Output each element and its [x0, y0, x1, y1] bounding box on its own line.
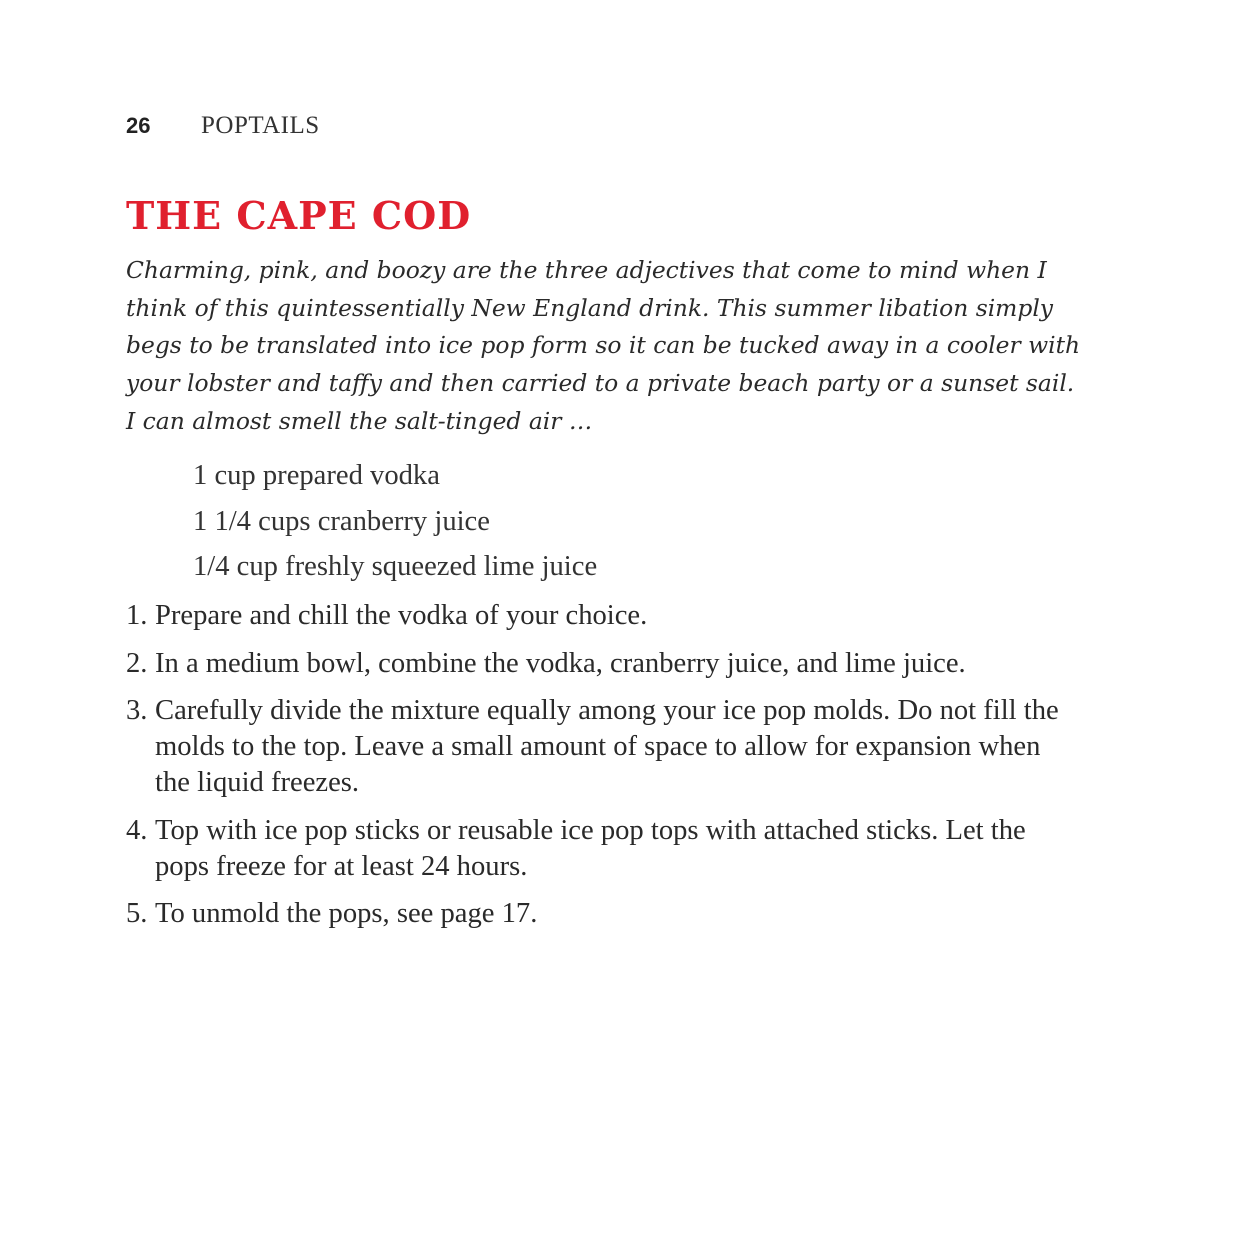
- step-text: Carefully divide the mixture equally among your ice pop molds. Do not fill the molds to the top. Leave a small amount of space to allow for expansion when the liquid freezes.: [155, 695, 1059, 798]
- step-number: 4.: [126, 814, 148, 846]
- step-item: [126, 813, 1066, 885]
- step-text: To unmold the pops, see page 17.: [155, 898, 538, 929]
- step-number: 1.: [126, 600, 148, 631]
- step-text: Prepare and chill the vodka of your choice.: [155, 600, 648, 631]
- recipe-title: THE CAPE COD: [126, 193, 472, 238]
- ingredient-list: [193, 457, 597, 594]
- step-text: Top with ice pop sticks or reusable ice pop tops with attached sticks. Let the pops freeze for at least 24 hours.: [155, 814, 1026, 882]
- step-text: In a medium bowl, combine the vodka, cranberry juice, and lime juice.: [155, 647, 966, 679]
- ingredient-item: 1/4 cup freshly squeezed lime juice: [193, 551, 598, 582]
- recipe-intro: Charming, pink, and boozy are the three adjectives that come to mind when I think of this quintessentially New England drink. This summer libation simply begs to be translated into ice pop form so it can be tucked away in a cooler with your lobster and taffy and then carried to a private beach party or a sunset sail. I can almost smell the salt-tinged air …: [126, 256, 1081, 435]
- ingredient-item: 1 1/4 cups cranberry juice: [193, 505, 490, 537]
- instruction-steps: [126, 598, 1066, 944]
- ingredient-item: 1 cup prepared vodka: [193, 460, 440, 491]
- step-number: 2.: [126, 647, 148, 679]
- running-head: [126, 112, 320, 144]
- page-number: 26: [126, 113, 151, 138]
- step-number: 3.: [126, 695, 148, 726]
- step-item: [126, 693, 1066, 801]
- step-number: 5.: [126, 898, 148, 929]
- book-title: POPTAILS: [201, 112, 320, 139]
- step-item: [126, 896, 1066, 932]
- step-item: [126, 598, 1066, 634]
- step-item: [126, 646, 1066, 682]
